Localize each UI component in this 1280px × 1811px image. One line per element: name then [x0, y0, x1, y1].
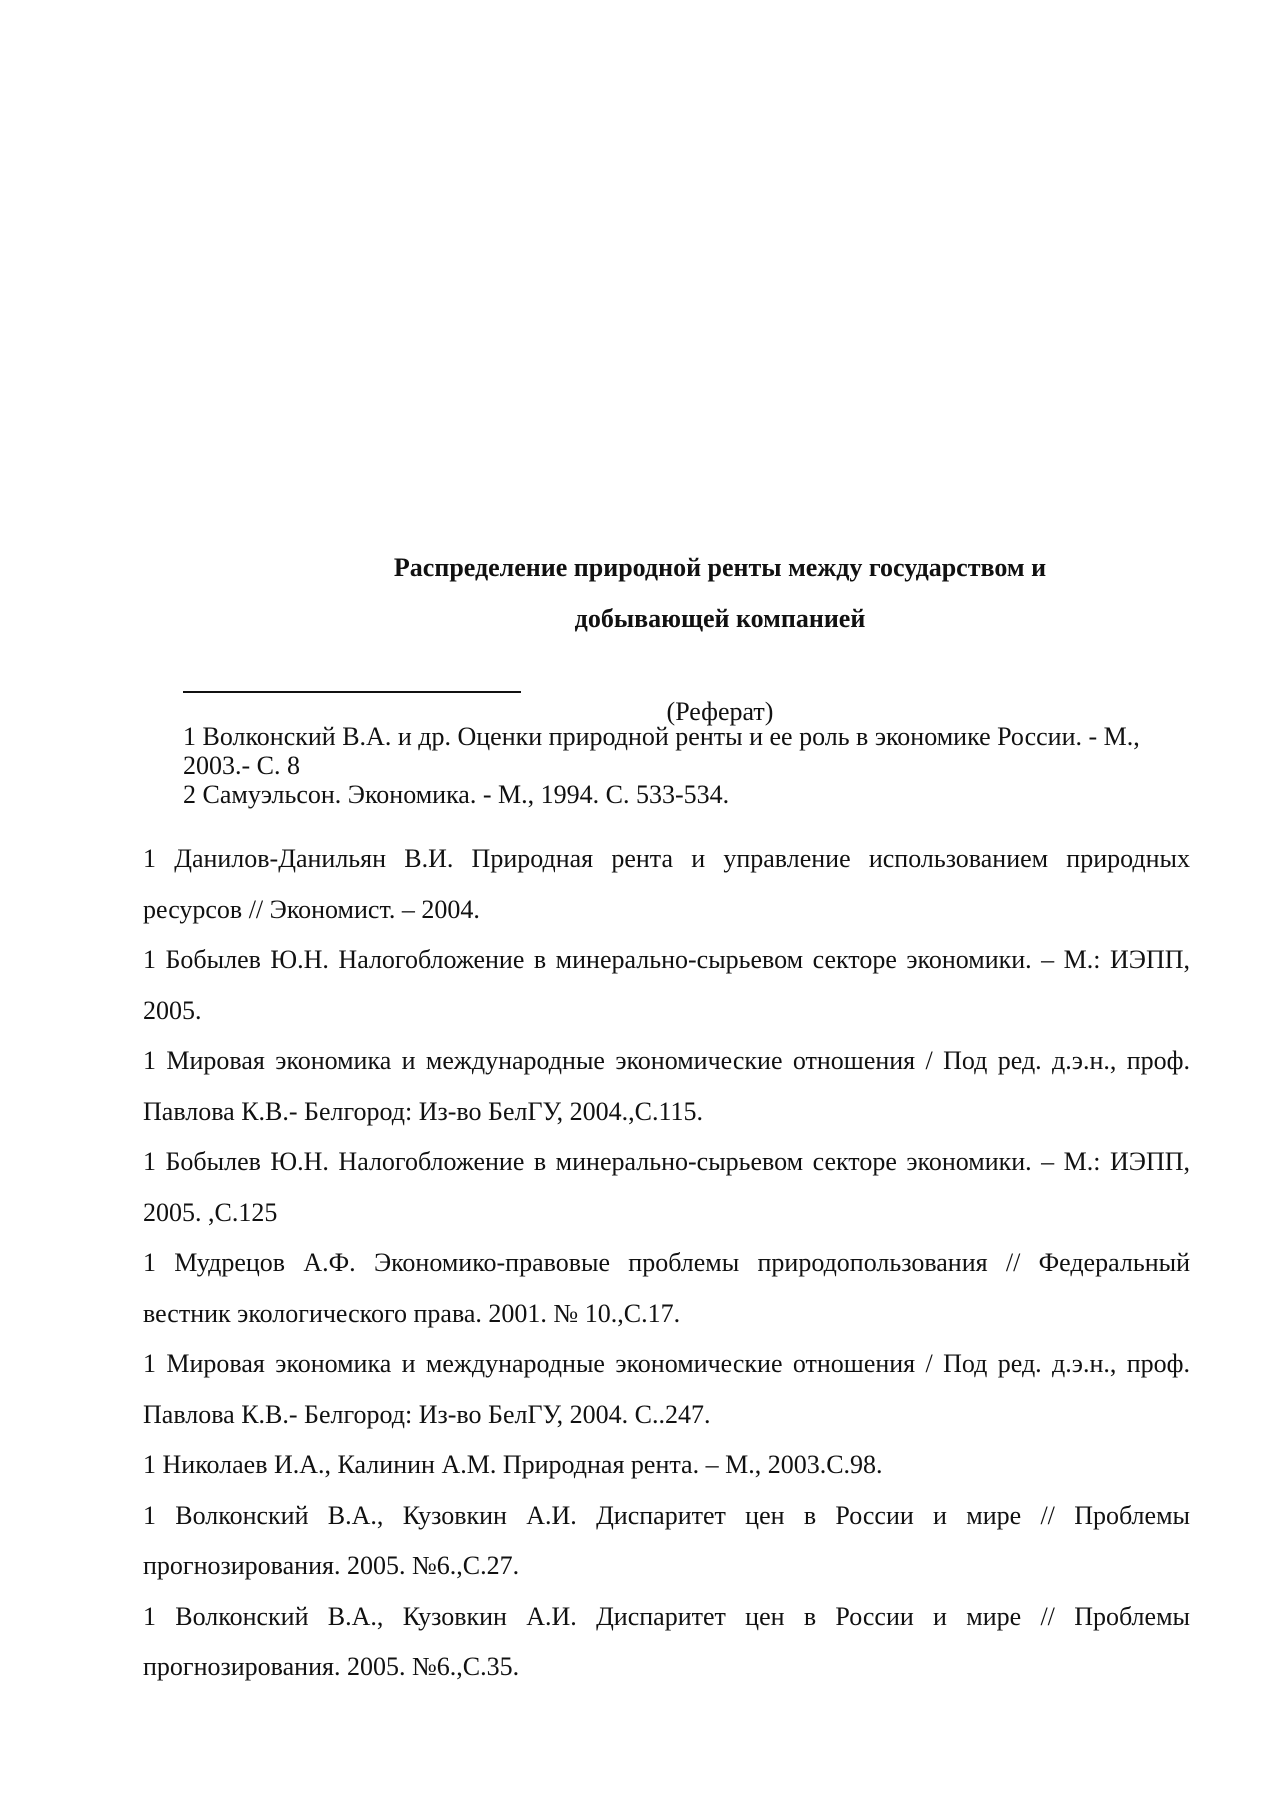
footnote: 2 Самуэльсон. Экономика. - М., 1994. С. 533-534. — [183, 780, 730, 809]
bibliography-entry: 1 Бобылев Ю.Н. Налогобложение в минерально-сырьевом секторе экономики. – М.: ИЭПП, 2005. ,С.125 — [143, 1147, 1190, 1227]
footnote-separator — [183, 691, 521, 693]
bibliography-entry: 1 Мировая экономика и международные экономические отношения / Под ред. д.э.н., проф. Павлова К.В.- Белгород: Из-во БелГУ, 2004.,С.115. — [143, 1046, 1190, 1126]
footnotes — [183, 722, 1163, 809]
bibliography-entry: 1 Данилов-Данильян В.И. Природная рента и управление использованием природных ресурсов // Экономист. – 2004. — [143, 844, 1190, 924]
document-title-line-1: Распределение природной ренты между государством и — [393, 553, 1047, 582]
bibliography-entry: 1 Волконский В.А., Кузовкин А.И. Диспаритет цен в России и мире // Проблемы прогнозирования. 2005. №6.,С.27. — [143, 1500, 1190, 1580]
bibliography-entry: 1 Мировая экономика и международные экономические отношения / Под ред. д.э.н., проф. Павлова К.В.- Белгород: Из-во БелГУ, 2004. С..247. — [143, 1349, 1190, 1429]
document-title-line-2: добывающей компанией — [574, 604, 866, 633]
bibliography-entry: 1 Волконский В.А., Кузовкин А.И. Диспаритет цен в России и мире // Проблемы прогнозирования. 2005. №6.,С.35. — [143, 1601, 1190, 1681]
document-subtitle: (Реферат) — [666, 697, 774, 726]
bibliography-entry: 1 Бобылев Ю.Н. Налогобложение в минерально-сырьевом секторе экономики. – М.: ИЭПП, 2005. — [143, 945, 1190, 1025]
footnote: 1 Волконский В.А. и др. Оценки природной ренты и ее роль в экономике России. - М., 2003.- С. 8 — [183, 722, 1140, 780]
bibliography-entry: 1 Николаев И.А., Калинин А.М. Природная рента. – М., 2003.С.98. — [143, 1450, 883, 1479]
bibliography-entry: 1 Мудрецов А.Ф. Экономико-правовые проблемы природопользования // Федеральный вестник экологического права. 2001. № 10.,С.17. — [143, 1248, 1190, 1328]
bibliography-list — [143, 834, 1190, 1693]
